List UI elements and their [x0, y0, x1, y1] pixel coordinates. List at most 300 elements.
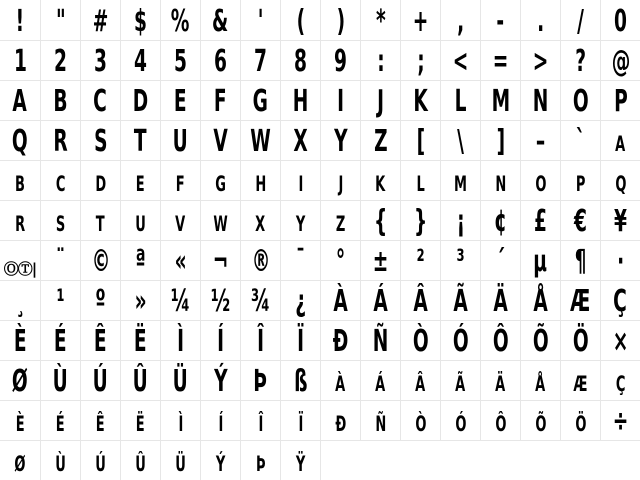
glyph-char: – — [535, 124, 546, 159]
glyph-char: A — [12, 84, 28, 119]
glyph-cell[interactable] — [480, 240, 520, 280]
glyph-char: Ù — [52, 364, 69, 399]
glyph-cell[interactable] — [0, 200, 40, 240]
glyph-cell[interactable] — [120, 40, 160, 80]
glyph-cell[interactable] — [560, 120, 600, 160]
glyph-cell[interactable] — [320, 280, 360, 320]
glyph-char: ê — [96, 404, 105, 439]
glyph-cell[interactable] — [280, 360, 320, 400]
glyph-cell[interactable] — [320, 160, 360, 200]
glyph-cell[interactable] — [80, 200, 120, 240]
glyph-char: ª — [135, 244, 146, 279]
glyph-cell[interactable] — [440, 320, 480, 360]
glyph-cell[interactable] — [360, 280, 400, 320]
glyph-cell[interactable] — [600, 80, 640, 120]
glyph-cell[interactable] — [240, 120, 280, 160]
glyph-cell[interactable] — [600, 400, 640, 440]
glyph-char: þ — [255, 444, 266, 479]
glyph-cell[interactable] — [480, 280, 520, 320]
glyph-cell[interactable] — [440, 160, 480, 200]
glyph-char: Ü — [172, 364, 189, 399]
glyph-char: Î — [257, 324, 264, 359]
glyph-cell[interactable] — [120, 0, 160, 40]
glyph-char: ² — [416, 244, 425, 279]
glyph-cell[interactable] — [440, 40, 480, 80]
glyph-cell[interactable] — [120, 280, 160, 320]
glyph-char: M — [491, 84, 510, 119]
glyph-cell[interactable] — [280, 40, 320, 80]
glyph-char: £ — [534, 204, 547, 239]
glyph-cell[interactable] — [480, 360, 520, 400]
glyph-cell[interactable] — [440, 360, 480, 400]
glyph-cell[interactable] — [480, 120, 520, 160]
glyph-cell[interactable] — [80, 280, 120, 320]
glyph-cell[interactable] — [0, 280, 40, 320]
glyph-char: ô — [494, 404, 507, 439]
glyph-cell[interactable] — [120, 400, 160, 440]
glyph-cell[interactable] — [240, 80, 280, 120]
glyph-cell[interactable] — [160, 440, 200, 480]
glyph-char: ú — [95, 444, 106, 479]
glyph-char: 2 — [54, 44, 67, 79]
glyph-cell[interactable] — [280, 200, 320, 240]
glyph-char: æ — [573, 364, 588, 399]
glyph-cell[interactable] — [480, 160, 520, 200]
glyph-cell[interactable] — [320, 360, 360, 400]
glyph-cell[interactable] — [480, 40, 520, 80]
glyph-cell[interactable] — [80, 0, 120, 40]
glyph-cell[interactable] — [200, 0, 240, 40]
glyph-char: Q — [12, 124, 28, 159]
glyph-cell[interactable] — [80, 320, 120, 360]
glyph-cell[interactable] — [240, 240, 280, 280]
glyph-cell[interactable] — [280, 120, 320, 160]
glyph-cell[interactable] — [360, 240, 400, 280]
glyph-char: { — [373, 204, 388, 239]
glyph-cell[interactable] — [240, 40, 280, 80]
glyph-cell[interactable] — [400, 320, 440, 360]
glyph-char: ´ — [495, 244, 506, 279]
glyph-char: i — [298, 164, 303, 199]
glyph-cell[interactable] — [520, 320, 560, 360]
glyph-char: ë — [136, 404, 145, 439]
glyph-cell[interactable] — [200, 360, 240, 400]
glyph-cell[interactable] — [280, 80, 320, 120]
glyph-char: ÷ — [612, 404, 629, 439]
glyph-cell[interactable] — [400, 0, 440, 40]
glyph-char: Þ — [253, 364, 268, 399]
glyph-cell[interactable] — [0, 240, 40, 280]
glyph-cell[interactable] — [400, 80, 440, 120]
glyph-cell[interactable] — [160, 80, 200, 120]
glyph-cell[interactable] — [40, 440, 80, 480]
glyph-cell[interactable] — [520, 200, 560, 240]
glyph-cell[interactable] — [560, 240, 600, 280]
empty-cell — [360, 440, 400, 480]
glyph-cell[interactable] — [600, 40, 640, 80]
glyph-char: ä — [495, 364, 506, 399]
glyph-char: Æ — [570, 284, 591, 319]
glyph-char: ³ — [456, 244, 465, 279]
glyph-cell[interactable] — [200, 320, 240, 360]
glyph-cell[interactable] — [160, 200, 200, 240]
glyph-cell[interactable] — [320, 240, 360, 280]
glyph-char: ¿ — [295, 284, 306, 319]
glyph-char: X — [293, 124, 308, 159]
glyph-cell[interactable] — [160, 0, 200, 40]
glyph-char: ¡ — [456, 204, 465, 239]
glyph-cell[interactable] — [200, 200, 240, 240]
glyph-char: Ë — [134, 324, 147, 359]
glyph-char: ß — [293, 364, 308, 399]
glyph-cell[interactable] — [240, 320, 280, 360]
glyph-cell[interactable] — [200, 240, 240, 280]
glyph-char: õ — [534, 404, 547, 439]
glyph-char: & — [212, 4, 229, 39]
glyph-char: I — [337, 84, 344, 119]
glyph-char: ( — [296, 4, 305, 39]
glyph-char: â — [415, 364, 426, 399]
glyph-char: + — [412, 4, 429, 39]
glyph-char: ý — [215, 444, 226, 479]
glyph-cell[interactable] — [480, 0, 520, 40]
glyph-cell[interactable] — [560, 80, 600, 120]
glyph-cell[interactable] — [360, 0, 400, 40]
glyph-cell[interactable] — [280, 280, 320, 320]
glyph-char: Z — [373, 124, 388, 159]
glyph-char: Ì — [177, 324, 184, 359]
glyph-cell[interactable] — [560, 200, 600, 240]
glyph-cell[interactable] — [160, 400, 200, 440]
glyph-char: ¥ — [614, 204, 627, 239]
glyph-cell[interactable] — [80, 40, 120, 80]
glyph-cell[interactable] — [200, 80, 240, 120]
glyph-cell[interactable] — [440, 280, 480, 320]
glyph-cell[interactable] — [160, 360, 200, 400]
glyph-cell[interactable] — [480, 400, 520, 440]
glyph-cell[interactable] — [520, 160, 560, 200]
glyph-cell[interactable] — [200, 400, 240, 440]
glyph-cell[interactable] — [520, 280, 560, 320]
glyph-char: W — [250, 124, 271, 159]
glyph-cell[interactable] — [440, 200, 480, 240]
glyph-cell[interactable] — [280, 440, 320, 480]
glyph-cell[interactable] — [160, 40, 200, 80]
glyph-char: : — [376, 44, 385, 79]
glyph-cell[interactable] — [280, 320, 320, 360]
glyph-cell[interactable] — [160, 320, 200, 360]
glyph-cell[interactable] — [560, 0, 600, 40]
glyph-cell[interactable] — [520, 360, 560, 400]
glyph-cell[interactable] — [520, 40, 560, 80]
glyph-char: 4 — [134, 44, 147, 79]
glyph-char: 3 — [94, 44, 107, 79]
glyph-cell[interactable] — [440, 240, 480, 280]
glyph-cell[interactable] — [240, 280, 280, 320]
glyph-cell[interactable] — [0, 40, 40, 80]
glyph-cell[interactable] — [120, 240, 160, 280]
glyph-cell[interactable] — [600, 320, 640, 360]
glyph-cell[interactable] — [400, 200, 440, 240]
glyph-cell[interactable] — [0, 160, 40, 200]
glyph-char: ! — [15, 4, 25, 39]
glyph-cell[interactable] — [560, 160, 600, 200]
glyph-char: î — [258, 404, 263, 439]
glyph-cell[interactable] — [600, 160, 640, 200]
glyph-cell[interactable] — [80, 240, 120, 280]
glyph-char: Ò — [412, 324, 429, 359]
glyph-cell[interactable] — [120, 200, 160, 240]
glyph-cell[interactable] — [320, 0, 360, 40]
glyph-cell[interactable] — [160, 240, 200, 280]
glyph-cell[interactable] — [400, 240, 440, 280]
glyph-char: ç — [615, 364, 626, 399]
glyph-char: ã — [455, 364, 466, 399]
glyph-char: m — [454, 164, 467, 199]
glyph-char: ð — [335, 404, 346, 439]
glyph-cell[interactable] — [80, 400, 120, 440]
glyph-cell[interactable] — [560, 280, 600, 320]
glyph-cell[interactable] — [360, 400, 400, 440]
glyph-cell[interactable] — [520, 120, 560, 160]
glyph-char: ½ — [210, 284, 231, 319]
glyph-cell[interactable] — [600, 240, 640, 280]
glyph-cell[interactable] — [40, 120, 80, 160]
glyph-cell[interactable] — [40, 240, 80, 280]
glyph-cell[interactable] — [160, 160, 200, 200]
glyph-cell[interactable] — [520, 80, 560, 120]
glyph-cell[interactable] — [200, 40, 240, 80]
glyph-cell[interactable] — [520, 0, 560, 40]
glyph-cell[interactable] — [0, 120, 40, 160]
glyph-cell[interactable] — [200, 440, 240, 480]
glyph-char: á — [375, 364, 386, 399]
glyph-cell[interactable] — [40, 200, 80, 240]
glyph-char: 1 — [13, 44, 27, 79]
glyph-cell[interactable] — [0, 400, 40, 440]
glyph-cell[interactable] — [600, 200, 640, 240]
glyph-cell[interactable] — [360, 160, 400, 200]
glyph-cell[interactable] — [40, 360, 80, 400]
glyph-char: S — [93, 124, 108, 159]
glyph-cell[interactable] — [320, 40, 360, 80]
glyph-char: q — [614, 164, 627, 199]
glyph-char: ¯ — [295, 244, 306, 279]
glyph-cell[interactable] — [360, 360, 400, 400]
glyph-char: l — [416, 164, 425, 199]
glyph-char: u — [135, 204, 146, 239]
glyph-cell[interactable] — [440, 120, 480, 160]
glyph-char: Ê — [94, 324, 107, 359]
glyph-cell[interactable] — [440, 0, 480, 40]
glyph-cell[interactable] — [280, 240, 320, 280]
glyph-cell[interactable] — [40, 400, 80, 440]
glyph-char: © — [91, 244, 110, 279]
glyph-cell[interactable] — [600, 360, 640, 400]
glyph-char: # — [92, 4, 109, 39]
glyph-char: Ç — [613, 284, 628, 319]
glyph-char: ¼ — [170, 284, 191, 319]
glyph-cell[interactable] — [400, 400, 440, 440]
glyph-cell[interactable] — [200, 160, 240, 200]
glyph-cell[interactable] — [0, 80, 40, 120]
empty-cell — [440, 440, 480, 480]
glyph-char: û — [135, 444, 146, 479]
glyph-cell[interactable] — [400, 160, 440, 200]
glyph-char: F — [214, 84, 227, 119]
glyph-cell[interactable] — [240, 360, 280, 400]
glyph-cell[interactable] — [560, 400, 600, 440]
glyph-cell[interactable] — [40, 0, 80, 40]
glyph-char: C — [93, 84, 108, 119]
glyph-cell[interactable] — [240, 160, 280, 200]
glyph-char: G — [252, 84, 269, 119]
glyph-cell[interactable] — [0, 0, 40, 40]
glyph-char: Å — [533, 284, 548, 319]
glyph-cell[interactable] — [320, 80, 360, 120]
glyph-char: ü — [175, 444, 186, 479]
glyph-cell[interactable] — [120, 120, 160, 160]
glyph-char: K — [413, 84, 428, 119]
glyph-char: Ö — [572, 324, 589, 359]
glyph-char: d — [95, 164, 106, 199]
glyph-cell[interactable] — [560, 360, 600, 400]
glyph-char: , — [456, 4, 465, 39]
glyph-cell[interactable] — [40, 40, 80, 80]
glyph-cell[interactable] — [0, 440, 40, 480]
glyph-cell[interactable] — [200, 120, 240, 160]
glyph-char: ° — [335, 244, 346, 279]
glyph-cell[interactable] — [80, 160, 120, 200]
glyph-cell[interactable] — [40, 80, 80, 120]
glyph-char: 0 — [614, 4, 627, 39]
glyph-cell[interactable] — [560, 40, 600, 80]
glyph-char: [ — [416, 124, 425, 159]
glyph-char: R — [53, 124, 68, 159]
glyph-cell[interactable] — [600, 0, 640, 40]
glyph-char: º — [95, 284, 106, 319]
glyph-char: Ã — [453, 284, 468, 319]
glyph-char: ó — [454, 404, 467, 439]
glyph-cell[interactable] — [520, 400, 560, 440]
glyph-char: è — [15, 404, 25, 439]
glyph-cell[interactable] — [480, 320, 520, 360]
glyph-char: e — [136, 164, 145, 199]
glyph-cell[interactable] — [320, 120, 360, 160]
glyph-cell[interactable] — [600, 120, 640, 160]
glyph-cell[interactable] — [600, 280, 640, 320]
glyph-cell[interactable] — [480, 200, 520, 240]
glyph-cell[interactable] — [80, 120, 120, 160]
glyph-cell[interactable] — [40, 160, 80, 200]
glyph-cell[interactable] — [120, 440, 160, 480]
glyph-char: B — [53, 84, 68, 119]
glyph-cell[interactable] — [400, 40, 440, 80]
glyph-cell[interactable] — [120, 160, 160, 200]
glyph-char: V — [213, 124, 228, 159]
glyph-char: Ï — [297, 324, 304, 359]
glyph-char: Í — [217, 324, 224, 359]
glyph-char: í — [218, 404, 223, 439]
glyph-char: J — [377, 84, 384, 119]
glyph-cell[interactable] — [120, 360, 160, 400]
glyph-cell[interactable] — [440, 400, 480, 440]
glyph-cell[interactable] — [280, 400, 320, 440]
glyph-cell[interactable] — [280, 0, 320, 40]
empty-cell — [320, 440, 360, 480]
glyph-cell[interactable] — [240, 0, 280, 40]
glyph-char: U — [172, 124, 189, 159]
glyph-cell[interactable] — [0, 320, 40, 360]
glyph-cell[interactable] — [80, 80, 120, 120]
glyph-cell[interactable] — [120, 320, 160, 360]
glyph-char: f — [176, 164, 185, 199]
glyph-cell[interactable] — [40, 320, 80, 360]
glyph-char: · — [616, 244, 625, 279]
glyph-cell[interactable] — [360, 200, 400, 240]
glyph-cell[interactable] — [160, 280, 200, 320]
glyph-cell[interactable] — [480, 80, 520, 120]
glyph-cell[interactable] — [80, 360, 120, 400]
glyph-char: Ô — [492, 324, 509, 359]
glyph-cell[interactable] — [360, 80, 400, 120]
glyph-char: H — [292, 84, 309, 119]
glyph-cell[interactable] — [120, 80, 160, 120]
glyph-char: Ð — [332, 324, 349, 359]
glyph-cell[interactable] — [240, 200, 280, 240]
glyph-cell[interactable] — [400, 120, 440, 160]
glyph-char: ± — [372, 244, 389, 279]
glyph-char: ] — [496, 124, 505, 159]
glyph-cell[interactable] — [560, 320, 600, 360]
glyph-cell[interactable] — [400, 360, 440, 400]
glyph-cell[interactable] — [400, 280, 440, 320]
glyph-cell[interactable] — [0, 360, 40, 400]
glyph-char: } — [413, 204, 428, 239]
glyph-char: € — [574, 204, 587, 239]
glyph-char: ò — [414, 404, 427, 439]
glyph-cell[interactable] — [80, 440, 120, 480]
glyph-cell[interactable] — [240, 440, 280, 480]
glyph-cell[interactable] — [160, 120, 200, 160]
glyph-cell[interactable] — [280, 160, 320, 200]
glyph-char: ® — [251, 244, 270, 279]
glyph-cell[interactable] — [360, 320, 400, 360]
glyph-cell[interactable] — [240, 400, 280, 440]
glyph-cell[interactable] — [440, 80, 480, 120]
glyph-char: r — [14, 204, 26, 239]
glyph-char: s — [55, 204, 66, 239]
glyph-cell[interactable] — [40, 280, 80, 320]
glyph-char: / — [577, 4, 584, 39]
glyph-char: ¸ — [15, 284, 25, 319]
glyph-char: µ — [533, 244, 548, 279]
glyph-char: ñ — [375, 404, 386, 439]
empty-cell — [520, 440, 560, 480]
glyph-cell[interactable] — [320, 320, 360, 360]
glyph-char: - — [496, 4, 505, 39]
glyph-cell[interactable] — [520, 240, 560, 280]
glyph-cell[interactable] — [360, 40, 400, 80]
glyph-cell[interactable] — [200, 280, 240, 320]
glyph-cell[interactable] — [320, 200, 360, 240]
glyph-char: Â — [413, 284, 428, 319]
glyph-cell[interactable] — [320, 400, 360, 440]
glyph-char: × — [612, 324, 629, 359]
glyph-cell[interactable] — [360, 120, 400, 160]
glyph-char: ¹ — [56, 284, 65, 319]
glyph-char: c — [55, 164, 66, 199]
